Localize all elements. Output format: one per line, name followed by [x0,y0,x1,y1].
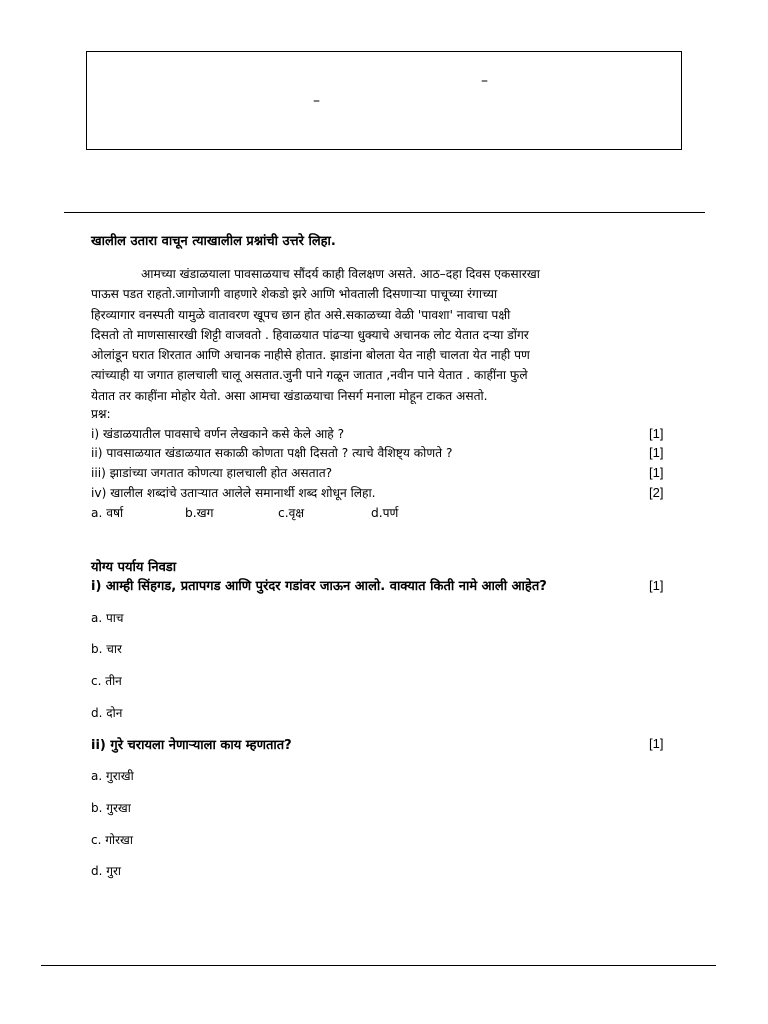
passage-line: हिरव्यागार वनस्पती यामुळे वातावरण खूपच छान होत असे.सकाळच्या वेळी 'पावशा' नावाचा पक्षी [91,307,511,322]
questions-label: प्रश्न: [91,407,111,421]
question-text: iv) खालील शब्दांचे उताऱ्यात आलेले समानार्थी शब्द शोधून लिहा. [91,486,376,500]
passage-line: त्यांच्याही या जगात हालचाली चालू असतात.जुनी पाने गळून जातात ,नवीन पाने येतात . काहींना फुले [91,368,528,383]
word-option: c.वृक्ष [278,506,305,520]
question-text: iii) झाडांच्या जगतात कोणत्या हालचाली होत असतात? [91,466,333,480]
question-marks: [1] [649,578,664,593]
word-option: b.खग [185,506,214,520]
mcq-option: b. चार [91,642,122,656]
question-marks: [2] [649,485,664,500]
passage-line: पाऊस पडत राहतो.जागोजागी वाहणारे शेकडो झरे आणि भोवताली दिसणाऱ्या पाचूच्या रंगाच्या [91,287,498,302]
mcq-question: i) आम्ही सिंहगड, प्रतापगड आणि पुरंदर गडांवर जाऊन आलो. वाक्यात किती नामे आली आहेत? [91,579,547,594]
passage-line: ओलांडून घरात शिरतात आणि अचानक नाहीसे होतात. झाडांना बोलता येत नाही चालता येत नाही पण [91,348,530,363]
mcq-option: b. गुरखा [91,801,131,815]
word-option: a. वर्षा [91,506,124,520]
passage-line: येतात तर काहींना मोहोर येतो. असा आमचा खंडाळयाचा निसर्ग मनाला मोहून टाकत असतो. [91,388,488,403]
question-marks: [1] [649,426,664,441]
divider-bottom [41,965,716,966]
question-marks: [1] [649,445,664,460]
header-dash: – [481,73,488,89]
mcq-option: a. गुराखी [91,769,134,783]
mcq-option: c. तीन [91,674,122,688]
question-marks: [1] [649,736,664,751]
section2-title: योग्य पर्याय निवडा [91,560,177,575]
question-text: ii) पावसाळयात खंडाळयात सकाळी कोणता पक्षी दिसतो ? त्याचे वैशिष्ट्य कोणते ? [91,446,453,460]
mcq-question: ii) गुरे चरायला नेणाऱ्याला काय म्हणतात? [91,738,292,753]
mcq-option: d. दोन [91,706,123,720]
passage-line: आमच्या खंडाळयाला पावसाळयाच सौंदर्य काही विलक्षण असते. आठ–दहा दिवस एकसारखा [141,267,540,281]
passage [91,264,671,406]
mcq-option: c. गोरखा [91,833,133,847]
word-option: d.पर्ण [371,506,399,520]
question-text: i) खंडाळयातील पावसाचे वर्णन लेखकाने कसे केले आहे ? [91,427,345,441]
mcq-option: a. पाच [91,611,124,625]
header-dash: – [313,93,320,109]
question-marks: [1] [649,465,664,480]
mcq-option: d. गुरा [91,864,122,878]
divider-top [64,212,705,213]
section1-title: खालील उतारा वाचून त्याखालील प्रश्नांची उत्तरे लिहा. [91,234,336,249]
header-box [86,51,682,150]
passage-line: दिसतो तो माणसासारखी शिट्टी वाजवतो . हिवाळयात पांढऱ्या धुक्याचे अचानक लोट येतात दऱ्या डोंगर [91,327,529,342]
